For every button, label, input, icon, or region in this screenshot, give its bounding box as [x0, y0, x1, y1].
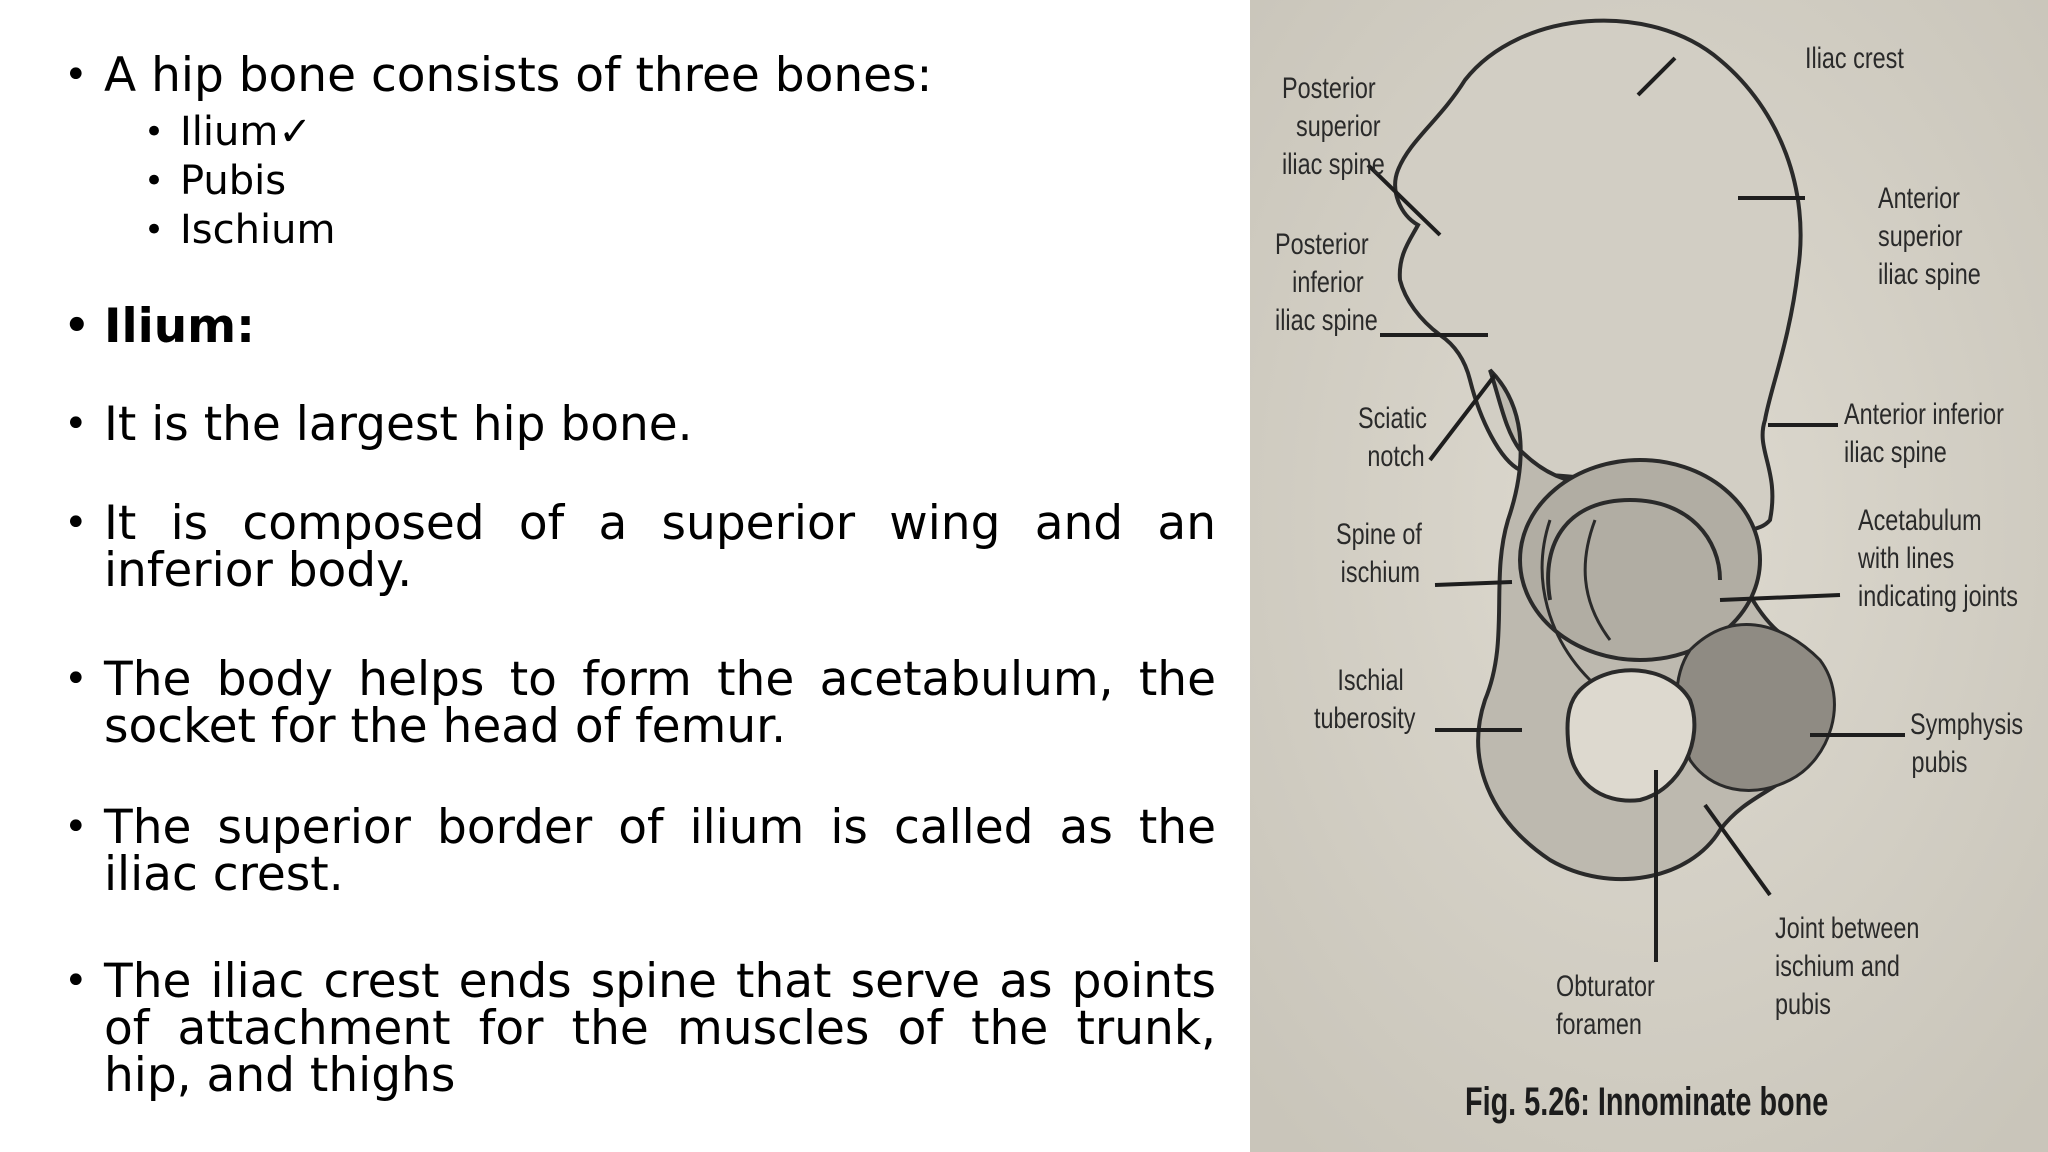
label-sciatic-notch-line-2: notch [1367, 440, 1425, 473]
label-ischial-tuberosity [1314, 662, 1415, 738]
label-ischial-tuberosity-line-1: Ischial [1337, 664, 1404, 697]
label-asis-line-2: superior [1878, 220, 1963, 253]
label-spine-ischium [1336, 516, 1422, 592]
label-acetabulum-line-3: indicating joints [1858, 580, 2018, 613]
point-composition: • It is composed of a superior wing and an inferior body. [104, 500, 1216, 594]
label-aiis-line-1: Anterior inferior [1844, 398, 2004, 431]
label-psis-line-3: iliac spine [1282, 148, 1385, 181]
label-obturator [1556, 968, 1655, 1044]
label-psis-line-2: superior [1296, 110, 1381, 143]
label-asis-line-1: Anterior [1878, 182, 1960, 215]
label-spine-ischium-line-2: ischium [1340, 556, 1421, 589]
label-joint-line-3: pubis [1775, 988, 1831, 1021]
label-acetabulum [1858, 502, 2018, 616]
label-acetabulum-line-1: Acetabulum [1858, 504, 1982, 537]
label-joint [1775, 910, 1919, 1024]
sub-item-pubis: • Pubis [180, 161, 286, 201]
label-symphysis-pubis [1910, 706, 2023, 782]
label-psis-line-1: Posterior [1282, 72, 1376, 105]
figure-caption: Fig. 5.26: Innominate bone [1465, 1080, 1829, 1124]
label-piis-line-1: Posterior [1275, 228, 1369, 261]
point-largest: • It is the largest hip bone. [104, 401, 1216, 448]
sub-item-ilium: • Ilium✓ [180, 112, 312, 152]
label-ischial-tuberosity-line-2: tuberosity [1314, 702, 1416, 735]
label-symphysis-pubis-line-1: Symphysis [1910, 708, 2024, 741]
label-psis [1282, 70, 1385, 184]
label-aiis-line-2: iliac spine [1844, 436, 1947, 469]
point-iliac-crest: • The superior border of ilium is called as the iliac crest. [104, 804, 1216, 898]
label-spine-ischium-line-1: Spine of [1336, 518, 1422, 551]
point-acetabulum: • The body helps to form the acetabulum, the socket for the head of femur. [104, 656, 1216, 750]
sub-item-ischium: • Ischium [180, 210, 335, 250]
label-asis-line-3: iliac spine [1878, 258, 1981, 291]
label-sciatic-notch [1358, 400, 1427, 476]
label-asis [1878, 180, 1981, 294]
label-joint-line-1: Joint between [1775, 912, 1920, 945]
label-piis-line-3: iliac spine [1275, 304, 1378, 337]
label-iliac-crest: Iliac crest [1805, 42, 1904, 75]
label-piis [1275, 226, 1378, 340]
label-symphysis-pubis-line-2: pubis [1911, 746, 1968, 779]
point-attachment: • The iliac crest ends spine that serve as points of attachment for the muscles of the trunk, hip, and thighs [104, 958, 1216, 1099]
intro-heading: • A hip bone consists of three bones: [104, 52, 1216, 99]
label-sciatic-notch-line-1: Sciatic [1358, 402, 1427, 435]
label-piis-line-2: inferior [1292, 266, 1364, 299]
label-obturator-line-1: Obturator [1556, 970, 1655, 1003]
label-aiis [1844, 396, 2004, 472]
ilium-heading: • Ilium: [104, 303, 1216, 350]
label-acetabulum-line-2: with lines [1858, 542, 1955, 575]
label-joint-line-2: ischium and [1775, 950, 1900, 983]
innominate-bone-figure [1250, 0, 2048, 1152]
label-obturator-line-2: foramen [1556, 1008, 1642, 1041]
